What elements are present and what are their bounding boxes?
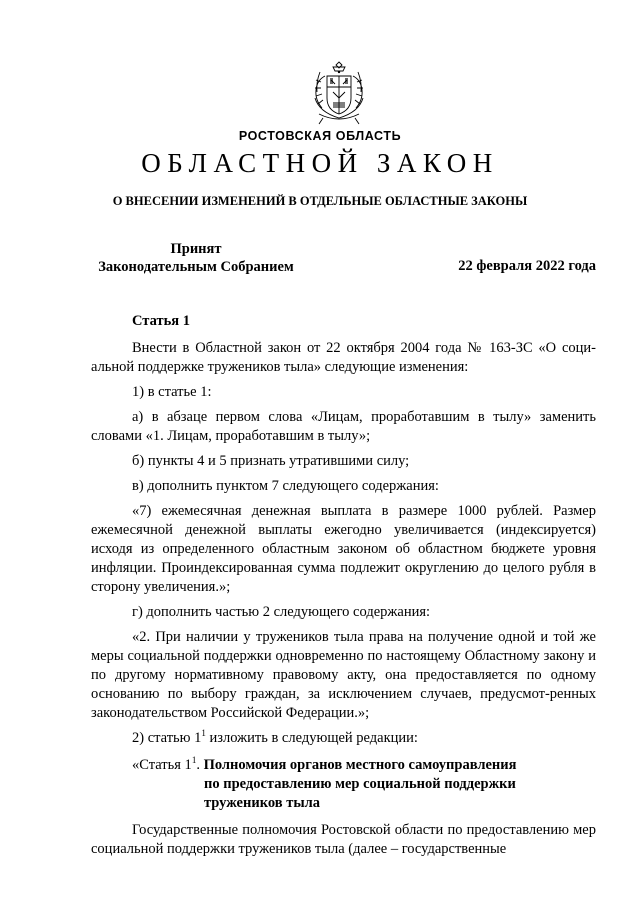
- quoted-article-superscript: 1: [191, 755, 197, 766]
- adoption-line-1: Принят: [170, 241, 222, 257]
- paragraph-item-2: [91, 729, 596, 748]
- paragraph: Государственные полномочия Ростовской области по предоставлению мер социальной поддержки тружеников тыла (далее – государственные: [91, 822, 596, 857]
- adoption-date: 22 февраля 2022 года: [458, 258, 596, 274]
- paragraph: Внести в Областной закон от 22 октября 2004 года № 163-ЗС «О соци-альной поддержке тружеников тыла» следующие изменения:: [91, 340, 596, 375]
- paragraph: «2. При наличии у тружеников тыла права на получение одной и той же меры социальной поддержки одновременно по настоящему Областному закону и по другому нормативному правовому акту, она предоставляется по одному основанию по выбору граждан, за исключением случаев, предусмот-ренных законодательством Российской Федерации.»;: [91, 629, 596, 721]
- quoted-article-heading: [91, 756, 596, 813]
- quoted-article-title-2: по предоставлению мер социальной поддержки: [204, 776, 516, 792]
- law-type: ОБЛАСТНОЙ ЗАКОН: [141, 148, 499, 178]
- quoted-article-title-3: тружеников тыла: [204, 795, 321, 811]
- paragraph: в) дополнить пунктом 7 следующего содержания:: [132, 478, 439, 494]
- article-body: [91, 312, 596, 859]
- paragraph: г) дополнить частью 2 следующего содержания:: [132, 604, 431, 620]
- quoted-article-lead: «Статья 1: [132, 757, 192, 773]
- adoption-line-2: Законодательным Собранием: [98, 259, 294, 275]
- quoted-article-dot: .: [196, 757, 200, 773]
- item2-prefix: 2) статью 1: [132, 730, 202, 746]
- paragraph: а) в абзаце первом слова «Лицам, проработавшим в тылу» заменить словами «1. Лицам, проработавшим в тылу»;: [91, 409, 596, 444]
- region-name: РОСТОВСКАЯ ОБЛАСТЬ: [238, 129, 402, 143]
- paragraph: 1) в статье 1:: [132, 384, 212, 400]
- paragraph: б) пункты 4 и 5 признать утратившими силу;: [132, 453, 410, 469]
- adoption-block: [91, 240, 301, 276]
- item2-suffix: изложить в следующей редакции:: [205, 730, 418, 746]
- article-heading: Статья 1: [132, 313, 190, 329]
- coat-of-arms-icon: [303, 58, 375, 128]
- quoted-article-title-1: Полномочия органов местного самоуправления: [203, 757, 517, 773]
- law-title: О ВНЕСЕНИИ ИЗМЕНЕНИЙ В ОТДЕЛЬНЫЕ ОБЛАСТНЫЕ ЗАКОНЫ: [112, 194, 528, 208]
- paragraph: «7) ежемесячная денежная выплата в размере 1000 рублей. Размер ежемесячной денежной выплаты ежегодно увеличивается (индексируется) исходя из определенного областным законом об областном бюджете уровня инфляции. Проиндексированная сумма подлежит округлению до целого рубля в сторону увеличения.»;: [91, 503, 596, 595]
- item2-superscript: 1: [201, 728, 206, 739]
